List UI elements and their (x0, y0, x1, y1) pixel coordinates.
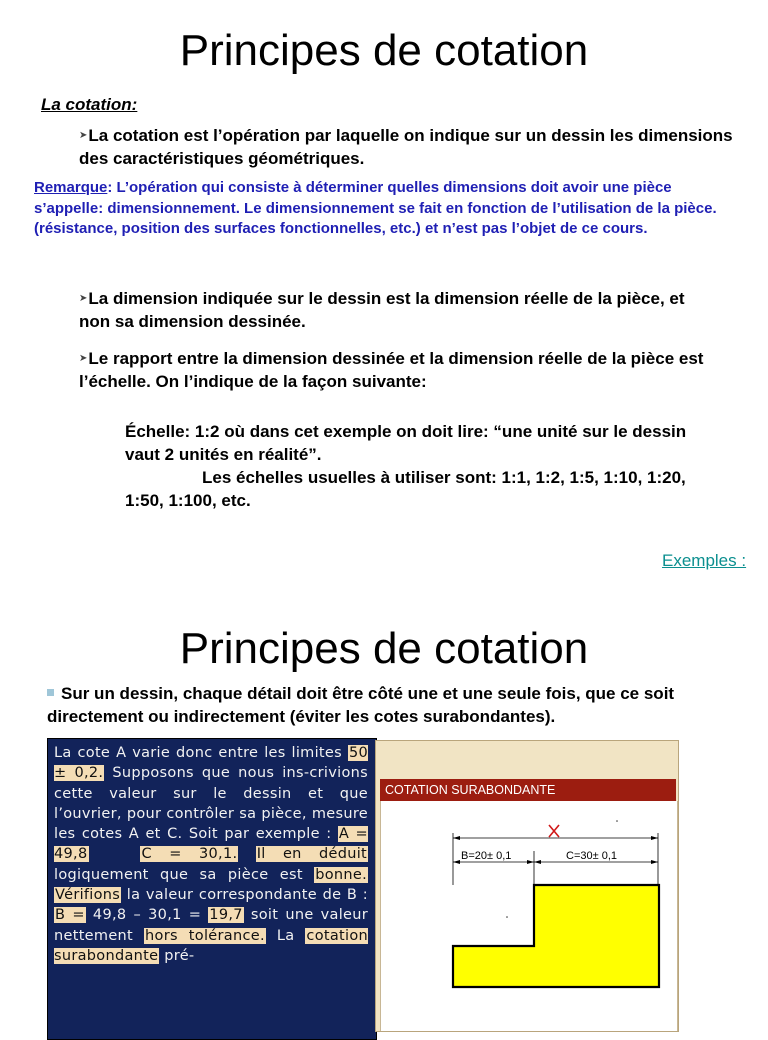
panel-text-segment: pré- (159, 947, 195, 964)
highlight-deduit: Il en déduit (256, 846, 368, 863)
figure-drawing-area (380, 801, 678, 1031)
highlight-verifions: Vérifions (55, 887, 121, 904)
figure-header: COTATION SURABONDANTE (380, 779, 676, 801)
arrow-head-icon (534, 860, 541, 864)
dot-mark (506, 916, 508, 918)
arrow-bullet-icon: ➤ (79, 130, 88, 141)
bullet-echelle (79, 347, 719, 393)
highlight-limits: 50 ± 0,2. (54, 745, 368, 782)
red-cross-icon (549, 825, 559, 837)
highlight-cotation-surabondante: cotation surabondante (54, 927, 369, 964)
panel-text (48, 739, 376, 966)
dot-mark (616, 820, 618, 822)
highlight-bonne: bonne. (315, 866, 367, 883)
explanation-panel (47, 738, 377, 1040)
highlight-a-value: A = 49,8 (54, 826, 369, 863)
section-subtitle: La cotation: (41, 95, 138, 114)
highlight-b: B = (55, 907, 85, 924)
panel-text-segment: Supposons que nous ins-crivions cette valeur sur le dessin et que l’ouvrier, pour contrôler sa pièce, mesure les cotes A et C. Soit par exemple : (54, 765, 368, 843)
bullet-text: Le rapport entre la dimension dessinée et la dimension réelle de la pièce est l’échelle. On l’indique de la façon suivante: (79, 349, 704, 391)
square-bullet-icon (47, 689, 54, 696)
arrow-head-icon (651, 836, 658, 840)
dimensioned-part-drawing (381, 801, 677, 1031)
bullet-text: Sur un dessin, chaque détail doit être côté une et une seule fois, que ce soit directement ou indirectement (éviter les cotes surabondantes). (47, 684, 675, 726)
panel-text-segment: la valeur correspondante de B : (121, 887, 368, 904)
bullet-text: La dimension indiquée sur le dessin est la dimension réelle de la pièce, et non sa dimension dessinée. (79, 289, 685, 331)
dimension-b-label: B=20± 0,1 (461, 850, 512, 862)
arrow-head-icon (453, 860, 460, 864)
arrow-head-icon (453, 836, 460, 840)
panel-text-segment: soit une valeur nettement (54, 907, 369, 944)
scale-example (125, 420, 715, 512)
panel-text-segment (89, 846, 141, 862)
bullet-cotation (79, 124, 739, 170)
panel-text-segment: La (265, 927, 306, 944)
arrow-bullet-icon: ➤ (79, 353, 88, 364)
dimension-c-label: C=30± 0,1 (566, 850, 617, 862)
remark-text: : L’opération qui consiste à déterminer quelles dimensions doit avoir une pièce s’appelle: dimensionnement. Le dimensionnement se fait en fonction de l’utilisation de la pièce. (résistance, position des surfaces fonctionnelles, etc.) et n’est pas l’objet de ce cours. (34, 179, 717, 237)
remark-note (34, 178, 734, 240)
page-title: Principes de cotation (179, 26, 589, 75)
arrow-bullet-icon: ➤ (79, 293, 88, 304)
panel-text-segment: La cote A varie donc entre les limites (54, 745, 348, 761)
bullet-text: La cotation est l’opération par laquelle on indique sur un dessin les dimensions des caractéristiques géométriques. (79, 126, 733, 168)
panel-text-segment (238, 846, 255, 862)
page-title-2: Principes de cotation (179, 624, 589, 673)
arrow-head-icon (651, 860, 658, 864)
bullet-surabondante (47, 682, 727, 728)
arrow-head-icon (527, 860, 534, 864)
panel-text-segment: logiquement que sa pièce est (54, 866, 315, 883)
bullet-dimension (79, 287, 719, 333)
scale-line-2: Les échelles usuelles à utiliser sont: 1:1, 1:2, 1:5, 1:10, 1:20, 1:50, 1:100, etc. (125, 468, 686, 510)
remark-label: Remarque (34, 179, 108, 196)
scale-line-1: Échelle: 1:2 où dans cet exemple on doit lire: “une unité sur le dessin vaut 2 unités en réalité”. (125, 422, 687, 464)
panel-text-segment: 49,8 – 30,1 = (85, 907, 209, 924)
highlight-c-value: C = 30,1. (141, 846, 238, 863)
highlight-hors-tolerance: hors tolérance. (145, 927, 265, 944)
examples-link[interactable]: Exemples : (662, 551, 747, 570)
stepped-part-shape (453, 885, 659, 987)
highlight-b-value: 19,7 (209, 907, 243, 924)
